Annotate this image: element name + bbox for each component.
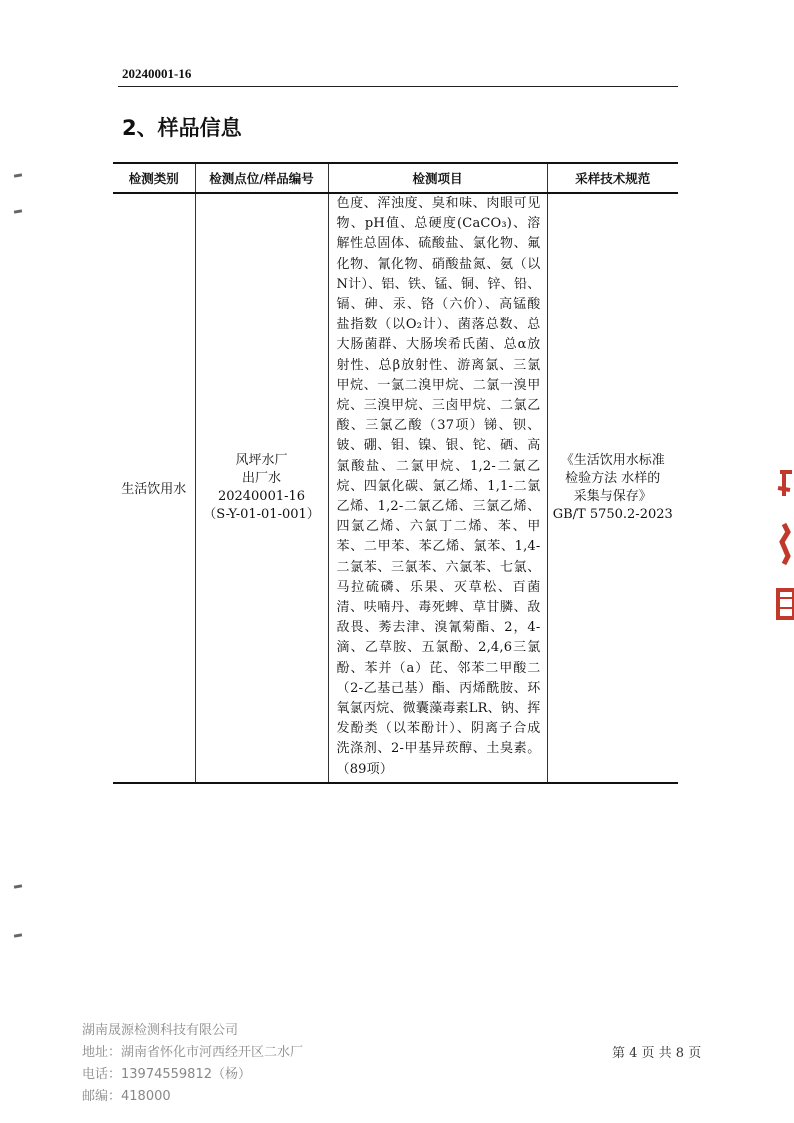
report-number: 20240001-16 [122, 66, 192, 81]
footer-phone: 电话：13974559812（杨） [82, 1067, 251, 1082]
sample-name: 风坪水厂 [235, 452, 288, 468]
sample-number: 20240001-16 [217, 488, 306, 504]
scan-mark [14, 933, 22, 937]
test-items-cell [328, 193, 547, 783]
header-sample-point: 检测点位/样品编号 [195, 163, 328, 193]
sample-type: 出厂水 [241, 470, 281, 486]
spec-standard-code: GB/T 5750.2-2023 [552, 506, 673, 522]
footer-address: 地址：湖南省怀化市河西经开区二水厂 [82, 1045, 304, 1060]
header-category: 检测类别 [113, 163, 195, 193]
test-items-text: 色度、浑浊度、臭和味、肉眼可见物、pH值、总硬度(CaCO₃)、溶解性总固体、硫酸盐、氯化物、氟化物、氰化物、硝酸盐氮、氨（以N计）、铝、铁、锰、铜、锌、铅、镉、砷、汞、铬（六价）、高锰酸盐指数（以O₂计）、菌落总数、总大肠菌群、大肠埃希氏菌、总α放射性、总β放射性、游离氯、三氯甲烷、一氯二溴甲烷、二氯一溴甲烷、三溴甲烷、三卤甲烷、二氯乙酸、三氯乙酸（37项）锑、钡、铍、硼、钼、镍、银、铊、硒、高氯酸盐、二氯甲烷、1,2-二氯乙烷、四氯化碳、氯乙烯、1,1-二氯乙烯、1,2-二氯乙烯、三氯乙烯、四氯乙烯、六氯丁二烯、苯、甲苯、二甲苯、苯乙烯、氯苯、1,4-二氯苯、三氯苯、六氯苯、七氯、马拉硫磷、乐果、灭草松、百菌清、呋喃丹、毒死蜱、草甘膦、敌敌畏、莠去津、溴氰菊酯、2，4-滴、乙草胺、五氯酚、2,4,6三氯酚、苯并（a）芘、邻苯二甲酸二（2-乙基己基）酯、丙烯酰胺、环氧氯丙烷、微囊藻毒素LR、钠、挥发酚类（以苯酚计）、阴离子合成洗涤剂、2-甲基异莰醇、土臭素。（89项） [336, 196, 541, 777]
header-test-items: 检测项目 [328, 163, 547, 193]
footer-postcode: 邮编：418000 [82, 1089, 171, 1104]
section-title: 2、样品信息 [122, 116, 242, 140]
spec-line-3: 采集与保存》 [573, 488, 652, 504]
footer-contact [82, 1020, 303, 1108]
spec-line-1: 《生活饮用水标准 [560, 452, 665, 468]
table-row [113, 193, 678, 783]
sampling-spec-cell [547, 193, 678, 783]
sample-code: （S-Y-01-01-001） [203, 506, 320, 522]
seal-stamp-icon [754, 468, 794, 628]
seal-stamp-edge [754, 468, 794, 628]
table-header-row [113, 163, 678, 193]
category-cell [113, 193, 195, 783]
footer-company: 湖南晟源检测科技有限公司 [82, 1023, 239, 1038]
spec-line-2: 检验方法 水样的 [565, 470, 661, 486]
sample-point-cell [195, 193, 328, 783]
scan-mark [14, 884, 22, 888]
scan-mark [14, 209, 22, 213]
page-number: 第 4 页 共 8 页 [612, 1046, 702, 1061]
header-divider [118, 86, 678, 87]
sample-info-table [113, 162, 678, 784]
header-sampling-spec: 采样技术规范 [547, 163, 678, 193]
category-text: 生活饮用水 [121, 482, 187, 498]
scan-mark [14, 173, 22, 177]
